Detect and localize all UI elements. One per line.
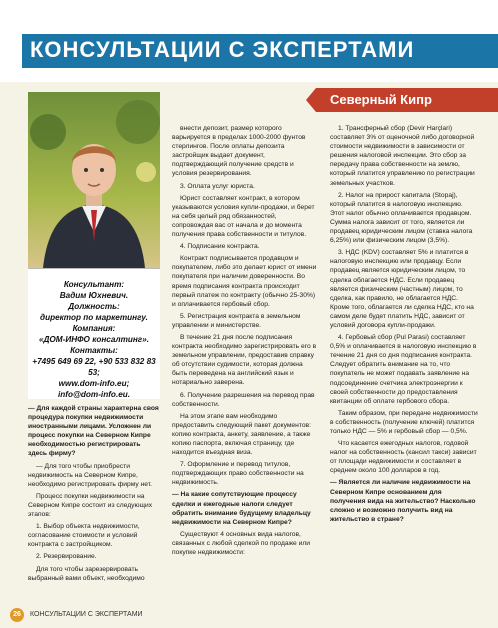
region-label: Северный Кипр	[330, 92, 432, 107]
body-paragraph: Существуют 4 основных вида налогов, связанных с любой сделкой по продаже или покупке недвижимости:	[172, 530, 311, 557]
contacts-label: Контакты:	[70, 346, 118, 355]
consultant-position: директор по маркетингу.	[40, 313, 148, 322]
body-paragraph: 1. Выбор объекта недвижимости, согласование стоимости и условий контракта с застройщиком.	[28, 523, 140, 549]
body-paragraph: 6. Получение разрешения на перевод прав собственности.	[172, 391, 315, 408]
body-paragraph: внести депозит, размер которого варьируется в пределах 1000-2000 фунтов стерлингов. После оплаты депозита застройщик выдает документ, подтверждающий получение средств и условия резервирования.	[172, 125, 306, 178]
body-paragraph: 4. Гербовый сбор (Pul Parasi) составляет 0,5% и оплачивается в налоговую инспекцию в течение 21 дня со дня подписания контракта. Следует обратить внимание на то, что покупатель не может подавать заявление на подсоединение счетчика электроэнергии к своей собственности до предоставления квитанции об оплате гербового сбора.	[330, 334, 477, 405]
column-3	[330, 124, 478, 527]
company-label: Компания:	[72, 324, 116, 333]
consultant-company: «ДОМ-ИНФО консалтинг».	[38, 335, 150, 344]
footer-section: КОНСУЛЬТАЦИИ С ЭКСПЕРТАМИ	[29, 611, 143, 618]
body-paragraph: Юрист составляет контракт, в котором указываются условия купли-продажи, и берет на себя целый ряд обязанностей, сопровождая вас от начала и до момента получения права собственности и титулов.	[172, 194, 315, 239]
body-paragraph: На этом этапе вам необходимо предоставить следующий пакет документов: копию контракта, анкету, заявление, а также копию паспорта, включая страницу, где находится въездная виза.	[172, 412, 311, 457]
consultant-site: www.dom-info.eu;	[58, 379, 130, 388]
page-title: КОНСУЛЬТАЦИИ С ЭКСПЕРТАМИ	[30, 37, 415, 62]
body-paragraph: 3. НДС (KDV) составляет 5% и платится в налоговую инспекцию или продавцу. Если продавец является юридическим лицом, то сделка облагается НДС. Если продавец является физическим (частным) лицом, то сделка, как правило, не облагается НДС. Кроме того, облагается ли сделка НДС, кто на самом деле будет платить НДС, зависит от условий договора купли-продажи.	[330, 249, 474, 329]
consultant-label: Консультант:	[63, 280, 125, 289]
body-paragraph: Для того чтобы зарезервировать выбранный вами объект, необходимо	[28, 565, 145, 582]
page-number: 26	[10, 608, 24, 622]
consultant-email: info@dom-info.eu.	[57, 390, 131, 399]
consultant-photo	[28, 92, 160, 268]
column-2	[172, 124, 318, 560]
body-paragraph: В течение 21 дня после подписания контракта необходимо зарегистрировать его в земельном управлении, предоставив справку об отсутствии судимости, которая должна быть переведена на английский язык и нотариально заверена.	[172, 333, 317, 387]
column-1	[28, 404, 160, 586]
body-paragraph: Контракт подписывается продавцом и покупателем, либо это делает юрист от имени покупателя при наличии доверенности. Во время подписания контракта происходит первый платеж по контракту (обычно 25-30%) и оплачивается гербовый сбор.	[172, 255, 317, 308]
body-paragraph: 3. Оплата услуг юриста.	[180, 182, 255, 190]
question-paragraph: — Является ли наличие недвижимости на Северном Кипре основанием для получения вида на жительство? Насколько сложно и возможно получить вид на жительство в стране?	[330, 479, 476, 523]
question-paragraph: — Для каждой страны характерна своя процедура покупки недвижимости иностранными лицами. Усложнен ли процесс покупки на Северном Кипре необходимостью регистрировать здесь фирму?	[28, 405, 159, 458]
body-paragraph: Процесс покупки недвижимости на Северном Кипре состоит из следующих этапов:	[28, 492, 153, 519]
body-paragraph: 4. Подписание контракта.	[180, 243, 260, 251]
body-paragraph: — Для того чтобы приобрести недвижимость на Северном Кипре, необходимо регистрировать фирму нет.	[28, 462, 152, 488]
body-paragraph: 2. Налог на прирост капитала (Stopaj), который платится в налоговую инспекцию. Этот налог обычно оплачивается продавцом. Сумма налога зависит от того, является ли продавец юридическим лицом (ставка налога 6,25%) или физическим лицом (3,5%).	[330, 191, 473, 245]
body-paragraph: Таким образом, при передаче недвижимости в собственность (получение ключей) платится только НДС — 5% и гербовый сбор — 0,5%.	[330, 409, 478, 435]
body-paragraph: 7. Оформление и перевод титулов, подтверждающих право собственности на недвижимость.	[172, 461, 304, 487]
consultant-name: Вадим Юхневич.	[59, 291, 129, 300]
question-paragraph: — На какие сопутствующие процессу сделки и ежегодные налоги следует обратить внимание будущему владельцу недвижимости на Северном Кипре?	[172, 491, 311, 526]
position-label: Должность:	[68, 302, 120, 311]
consultant-phones: +7495 649 69 22, +90 533 832 83 53;	[32, 357, 156, 377]
body-paragraph: 2. Резервирование.	[36, 553, 97, 561]
body-paragraph: Что касается ежегодных налогов, годовой налог на собственность (кансил такси) зависит от площади недвижимости и составляет в среднем около 100 долларов в год.	[330, 440, 477, 475]
header	[0, 0, 498, 82]
body-paragraph: 5. Регистрация контракта в земельном управлении и министерстве.	[172, 312, 301, 329]
footer	[10, 608, 143, 622]
consultant-info	[28, 268, 160, 399]
body-paragraph: 1. Трансферный сбор (Devir Harçlari) составляет 3% от оценочной либо договорной стоимости недвижимости в зависимости от решения налоговой инспекции. Это сбор за передачу права собственности на землю, который платится управлению по регистрации земельных участков.	[330, 125, 475, 187]
